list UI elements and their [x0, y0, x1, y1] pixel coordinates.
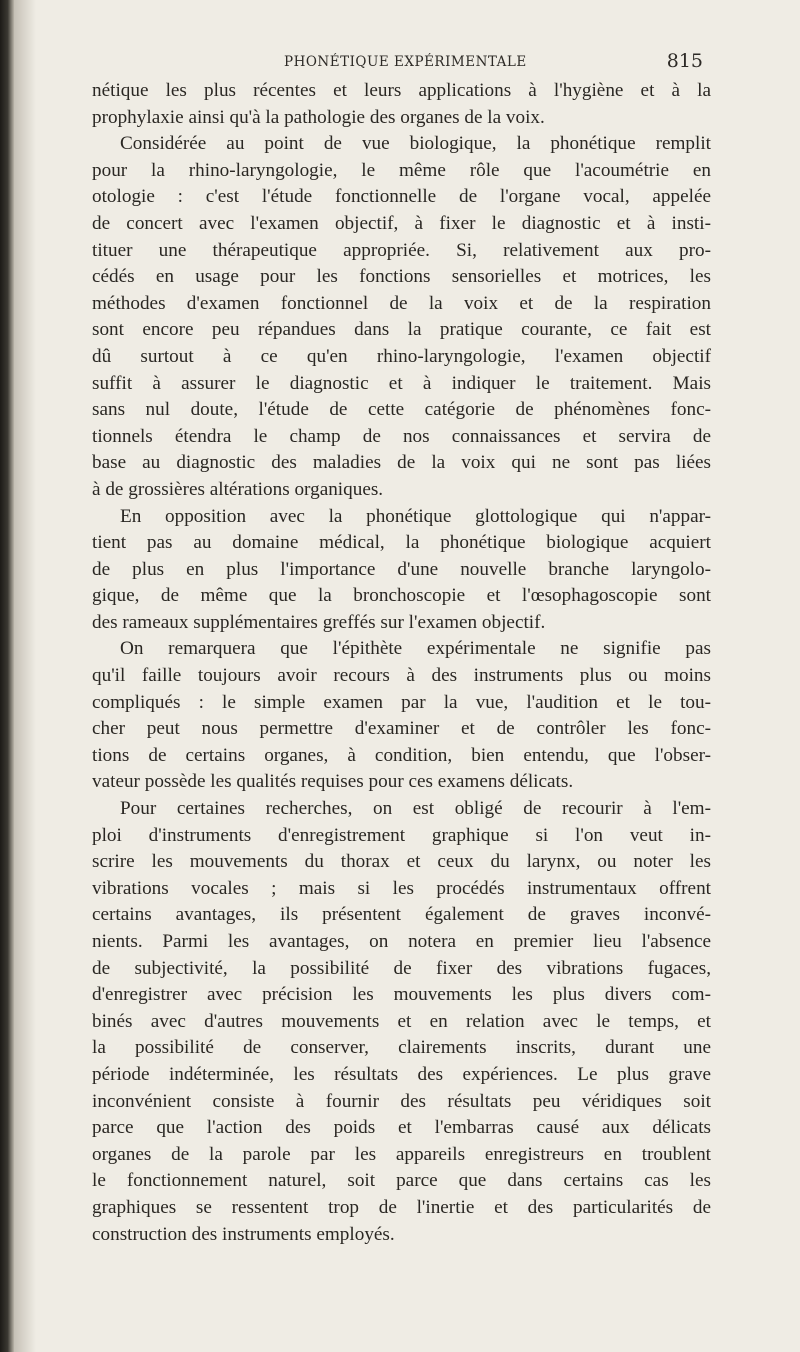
book-page — [92, 40, 711, 1248]
text-line: graphiques se ressentent trop de l'inertie et des particularités de — [92, 1196, 711, 1218]
text-line: période indéterminée, les résultats des expériences. Le plus grave — [92, 1063, 711, 1085]
gutter-shadow — [14, 0, 36, 1352]
text-line: dû surtout à ce qu'en rhino-laryngologie, l'examen objectif — [92, 345, 711, 367]
text-line: compliqués : le simple examen par la vue, l'audition et le tou- — [92, 691, 711, 713]
text-line: En opposition avec la phonétique glottologique qui n'appar- — [120, 505, 711, 527]
text-line: suffit à assurer le diagnostic et à indiquer le traitement. Mais — [92, 372, 711, 394]
text-line: sont encore peu répandues dans la pratique courante, ce fait est — [92, 319, 711, 341]
text-line: de plus en plus l'importance d'une nouvelle branche laryngolo- — [92, 558, 711, 580]
text-line: pour la rhino-laryngologie, le même rôle que l'acoumétrie en — [92, 159, 711, 181]
text-line: parce que l'action des poids et l'embarras causé aux délicats — [92, 1117, 711, 1139]
text-line: de subjectivité, la possibilité de fixer des vibrations fugaces, — [92, 957, 711, 979]
text-line: qu'il faille toujours avoir recours à des instruments plus ou moins — [92, 665, 711, 687]
text-line: binés avec d'autres mouvements et en relation avec le temps, et — [92, 1010, 711, 1032]
text-line: méthodes d'examen fonctionnel de la voix et de la respiration — [92, 292, 711, 314]
paragraph — [92, 131, 711, 503]
text-line: des rameaux supplémentaires greffés sur l'examen objectif. — [92, 611, 546, 633]
text-line: à de grossières altérations organiques. — [92, 478, 384, 500]
text-line: le fonctionnement naturel, soit parce que dans certains cas les — [92, 1170, 711, 1192]
book-spine-shadow — [0, 0, 14, 1352]
text-line: tionnels étendra le champ de nos connaissances et servira de — [92, 425, 711, 447]
page-number: 815 — [666, 50, 703, 72]
text-line: vateur possède les qualités requises pour ces examens délicats. — [92, 771, 574, 793]
text-line: sans nul doute, l'étude de cette catégorie de phénomènes fonc- — [92, 399, 711, 421]
body-text — [92, 78, 711, 1248]
text-line: la possibilité de conserver, clairements inscrits, durant une — [92, 1037, 711, 1059]
running-head: PHONÉTIQUE EXPÉRIMENTALE — [284, 54, 527, 70]
text-line: vibrations vocales ; mais si les procédés instrumentaux offrent — [92, 877, 711, 899]
paragraph — [92, 636, 711, 796]
text-line: de concert avec l'examen objectif, à fixer le diagnostic et à insti- — [92, 212, 711, 234]
text-line: d'enregistrer avec précision les mouvements les plus divers com- — [92, 984, 711, 1006]
text-line: Considérée au point de vue biologique, la phonétique remplit — [120, 133, 711, 155]
text-line: cher peut nous permettre d'examiner et de contrôler les fonc- — [92, 718, 711, 740]
text-line: nients. Parmi les avantages, on notera en premier lieu l'absence — [92, 931, 711, 952]
text-line: cédés en usage pour les fonctions sensorielles et motrices, les — [92, 266, 711, 288]
page-header — [92, 40, 711, 78]
text-line: ploi d'instruments d'enregistrement graphique si l'on veut in- — [92, 824, 711, 846]
text-line: tient pas au domaine médical, la phonétique biologique acquiert — [92, 532, 711, 554]
text-line: otologie : c'est l'étude fonctionnelle de l'organe vocal, appelée — [92, 186, 711, 208]
text-line: prophylaxie ainsi qu'à la pathologie des organes de la voix. — [92, 106, 545, 128]
text-line: organes de la parole par les appareils enregistreurs en troublent — [92, 1143, 711, 1165]
text-line: On remarquera que l'épithète expérimentale ne signifie pas — [120, 638, 711, 660]
paragraph — [92, 796, 711, 1248]
text-line: nétique les plus récentes et leurs applications à l'hygiène et à la — [92, 80, 711, 101]
text-line: inconvénient consiste à fournir des résultats peu véridiques soit — [92, 1090, 711, 1112]
text-line: base au diagnostic des maladies de la voix qui ne sont pas liées — [92, 452, 711, 474]
text-line: certains avantages, ils présentent également de graves inconvé- — [92, 904, 711, 926]
text-line: scrire les mouvements du thorax et ceux du larynx, ou noter les — [92, 851, 711, 873]
text-line: tions de certains organes, à condition, bien entendu, que l'obser- — [92, 744, 711, 766]
text-line: Pour certaines recherches, on est obligé de recourir à l'em- — [120, 798, 711, 820]
text-line: gique, de même que la bronchoscopie et l'œsophagoscopie sont — [92, 585, 711, 607]
paragraph — [92, 504, 711, 637]
text-line: construction des instruments employés. — [92, 1223, 395, 1245]
paragraph — [92, 78, 711, 131]
text-line: tituer une thérapeutique appropriée. Si, relativement aux pro- — [92, 239, 711, 261]
